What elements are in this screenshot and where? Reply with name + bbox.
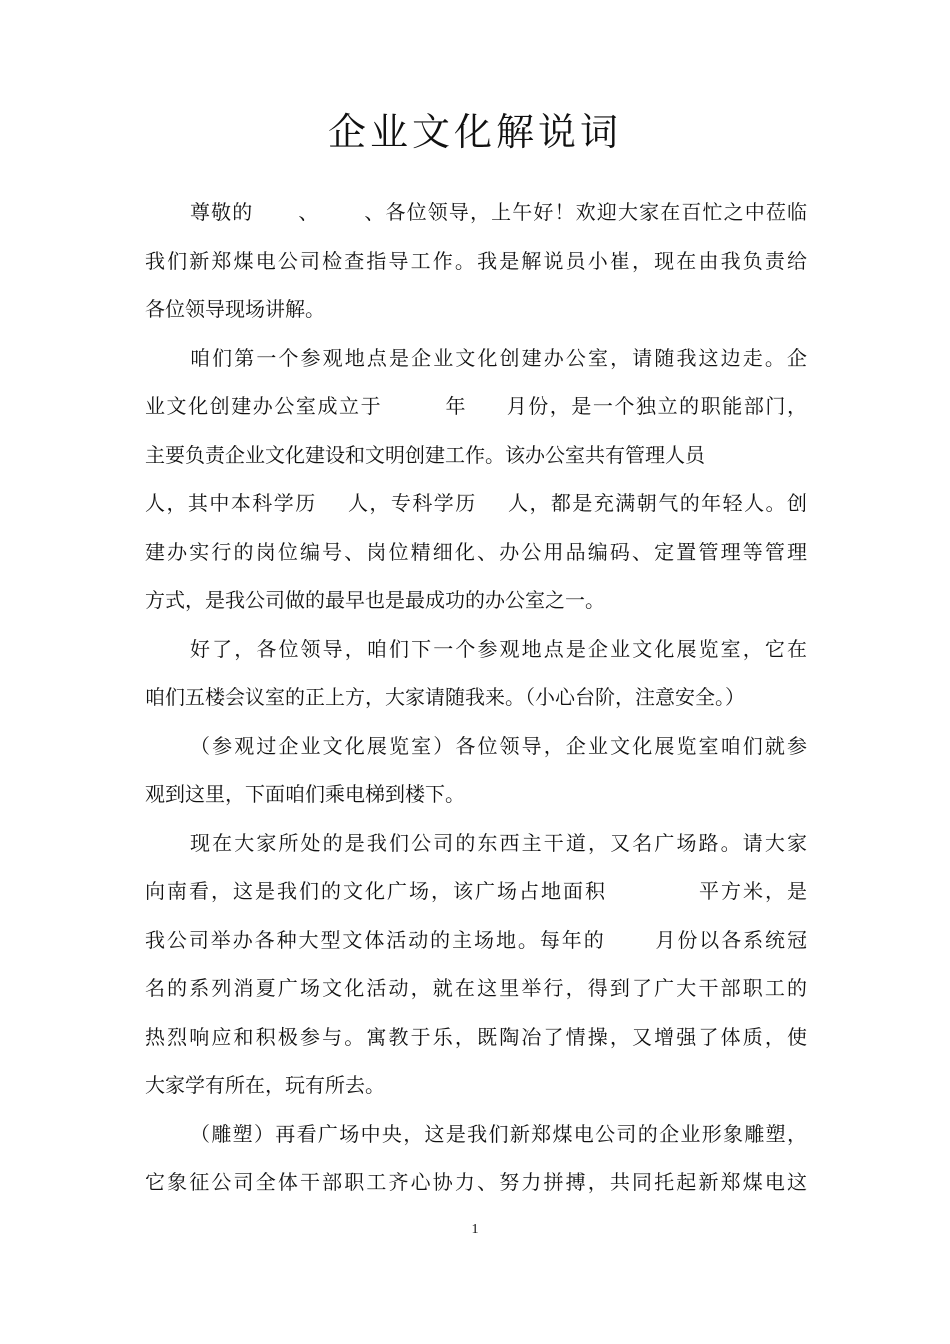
paragraph-2-line-2: 业文化创建办公室成立于 年 月份，是一个独立的职能部门， — [145, 394, 807, 418]
paragraph-5-line-1: 现在大家所处的是我们公司的东西主干道，又名广场路。请大家 — [190, 830, 807, 855]
paragraph-2-line-6: 方式，是我公司做的最早也是最成功的办公室之一。 — [145, 588, 605, 612]
paragraph-4-line-2: 观到这里，下面咱们乘电梯到楼下。 — [145, 782, 465, 806]
paragraph-5-line-3: 我公司举办各种大型文体活动的主场地。每年的 月份以各系统冠 — [145, 927, 807, 952]
paragraph-6-line-1: （雕塑）再看广场中央，这是我们新郑煤电公司的企业形象雕塑， — [190, 1121, 807, 1146]
paragraph-2-line-3: 主要负责企业文化建设和文明创建工作。该办公室共有管理人员 — [145, 442, 705, 467]
paragraph-1-line-2: 我们新郑煤电公司检查指导工作。我是解说员小崔，现在由我负责给 — [145, 248, 807, 273]
paragraph-5-line-2: 向南看，这是我们的文化广场，该广场占地面积 平方米，是 — [145, 879, 807, 903]
paragraph-2-line-5: 建办实行的岗位编号、岗位精细化、办公用品编码、定置管理等管理 — [145, 539, 807, 564]
paragraph-2-line-4: 人，其中本科学历 人，专科学历 人，都是充满朝气的年轻人。创 — [145, 491, 807, 515]
paragraph-1-line-3: 各位领导现场讲解。 — [145, 297, 325, 321]
paragraph-1-line-1: 尊敬的 、 、各位领导，上午好！欢迎大家在百忙之中莅临 — [190, 200, 807, 224]
paragraph-5-line-5: 热烈响应和积极参与。寓教于乐，既陶冶了情操，又增强了体质，使 — [145, 1024, 807, 1049]
paragraph-4-line-1: （参观过企业文化展览室）各位领导，企业文化展览室咱们就参 — [190, 733, 807, 758]
paragraph-2-line-1: 咱们第一个参观地点是企业文化创建办公室，请随我这边走。企 — [190, 345, 807, 370]
document-title: 企业文化解说词 — [327, 110, 622, 154]
paragraph-6-line-2: 它象征公司全体干部职工齐心协力、努力拼搏，共同托起新郑煤电这 — [145, 1170, 807, 1194]
paragraph-3-line-2: 咱们五楼会议室的正上方，大家请随我来。（小心台阶，注意安全。） — [145, 685, 745, 709]
paragraph-5-line-6: 大家学有所在，玩有所去。 — [145, 1073, 385, 1097]
document-body — [145, 188, 807, 1207]
paragraph-3-line-1: 好了，各位领导，咱们下一个参观地点是企业文化展览室，它在 — [190, 636, 807, 661]
page-number: 1 — [471, 1222, 479, 1237]
paragraph-5-line-4: 名的系列消夏广场文化活动，就在这里举行，得到了广大干部职工的 — [145, 976, 807, 1000]
